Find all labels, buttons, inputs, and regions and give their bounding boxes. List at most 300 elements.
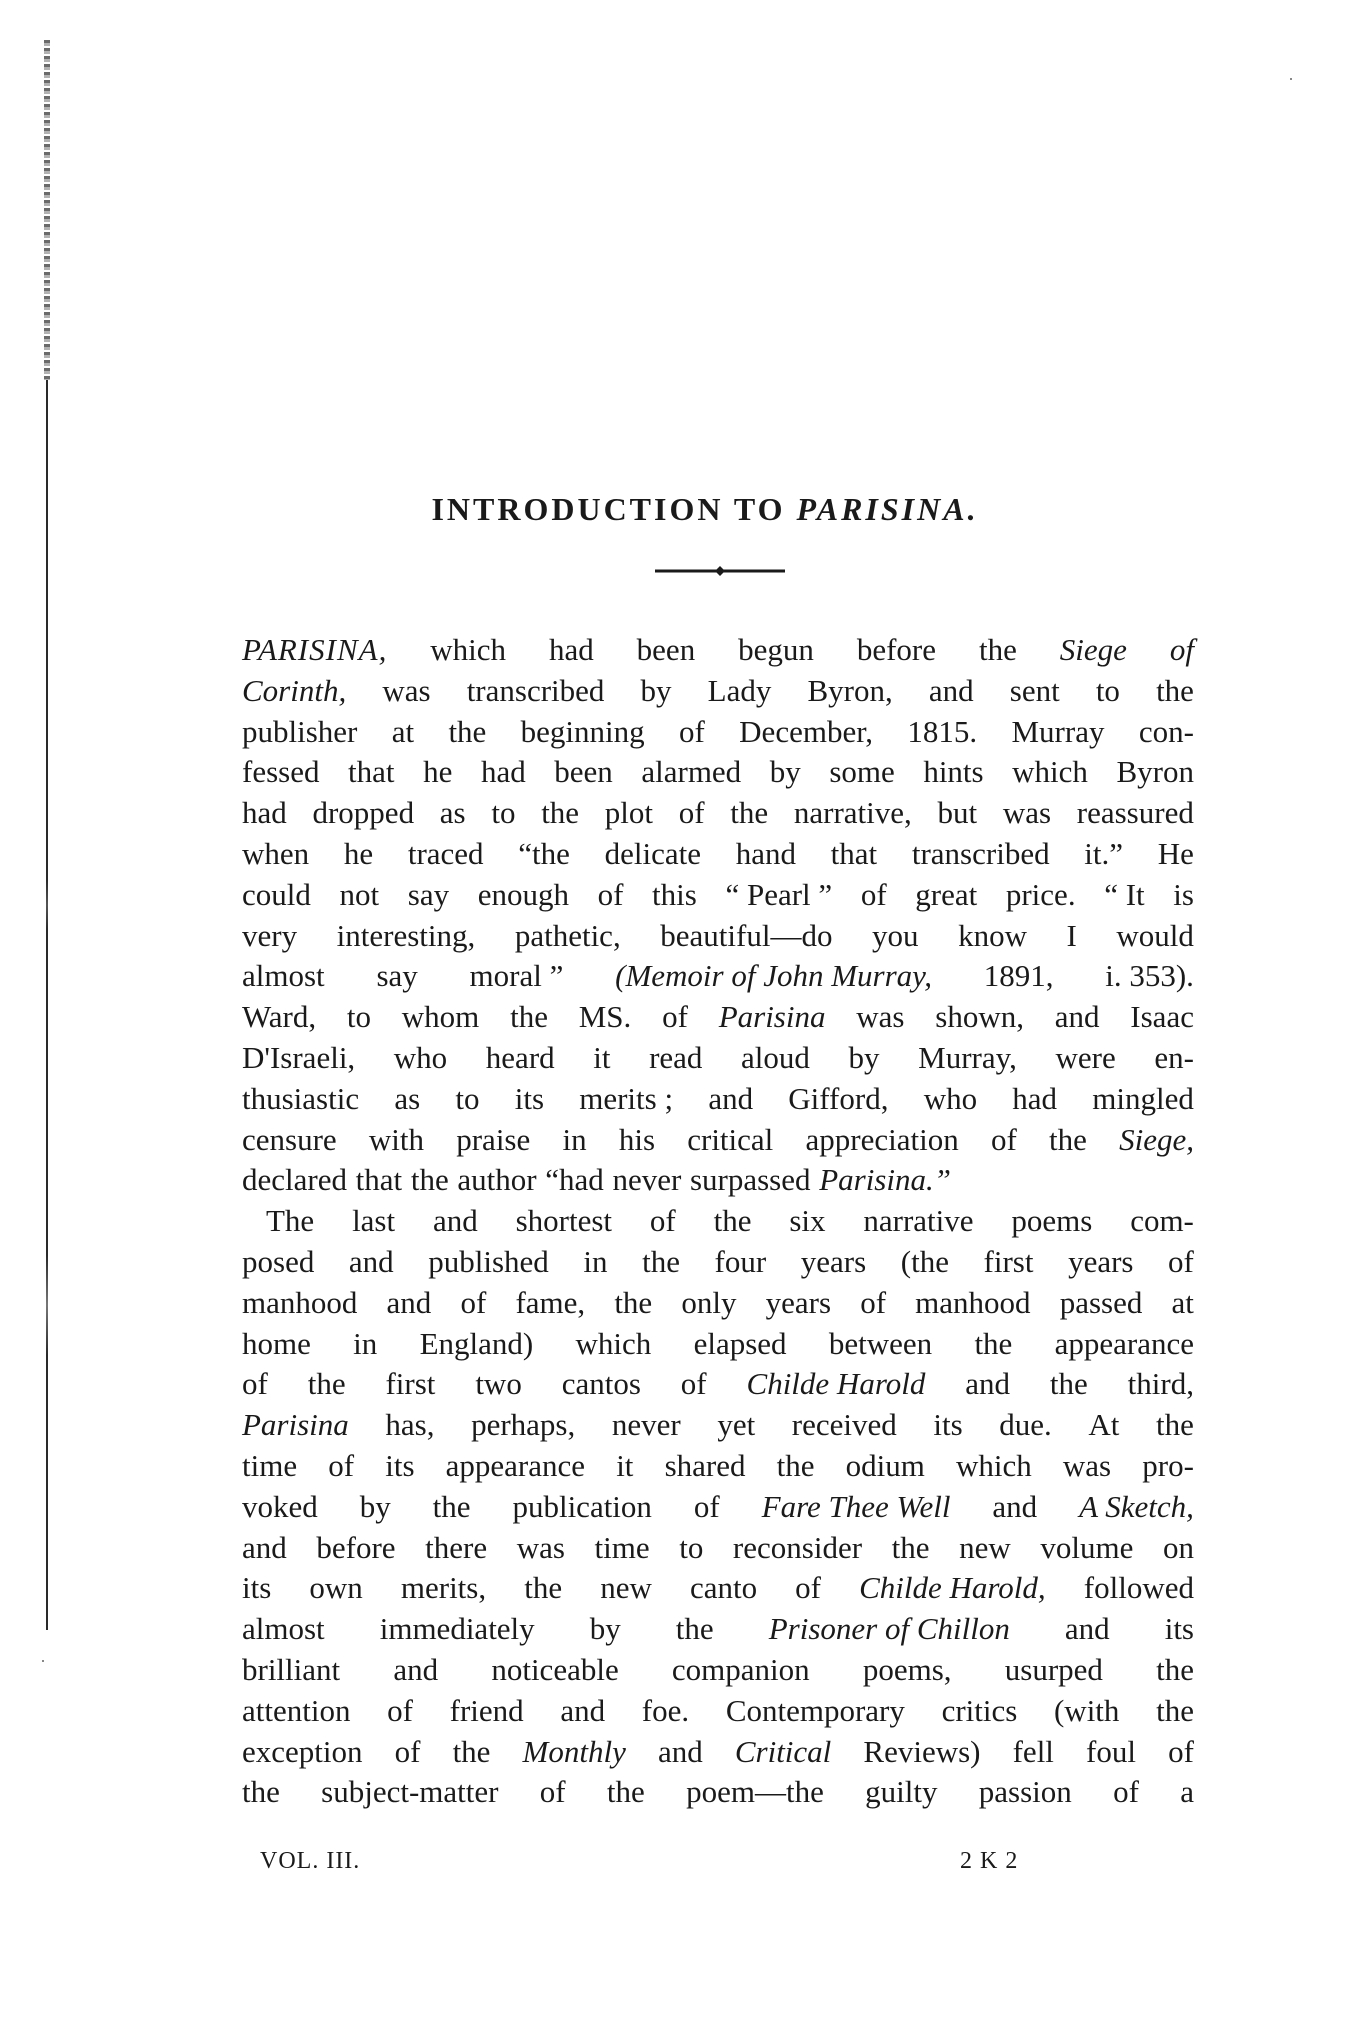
word: dropped (312, 795, 415, 831)
text-line (242, 1364, 1194, 1405)
word: never (611, 1407, 681, 1443)
word: He (1157, 835, 1194, 871)
word: had (242, 795, 287, 831)
word: followed (1083, 1570, 1194, 1606)
word: he (343, 835, 374, 871)
word: on (1162, 1529, 1194, 1565)
word: and (432, 1203, 478, 1239)
word: in (583, 1243, 608, 1279)
word: beginning (520, 713, 645, 749)
word: in (353, 1325, 378, 1361)
word: the (452, 1733, 491, 1769)
word: elapsed (693, 1325, 787, 1361)
word: of (1169, 632, 1194, 667)
word: which (1012, 754, 1088, 790)
word: by (640, 672, 672, 708)
word: was (1062, 1447, 1112, 1483)
word: Fare Thee Well (761, 1488, 951, 1524)
word: third, (1127, 1366, 1194, 1402)
word: time (242, 1447, 298, 1483)
word: it (616, 1447, 634, 1483)
word: and (560, 1692, 606, 1728)
text-line (242, 1079, 1194, 1120)
word: been (636, 632, 696, 667)
word: that (348, 754, 395, 790)
word: thusiastic (242, 1080, 360, 1116)
word: passed (1059, 1284, 1143, 1320)
text-line (242, 712, 1194, 753)
word: and (992, 1488, 1038, 1524)
word: the (1156, 1692, 1194, 1728)
word: before (856, 632, 937, 667)
word: Byron (1116, 754, 1194, 790)
word: new (600, 1570, 652, 1606)
word: but (937, 795, 978, 831)
word: of (597, 876, 624, 912)
word: fessed (242, 754, 320, 790)
word: Ward, (242, 999, 317, 1035)
word: the (242, 1774, 280, 1810)
word: 1815. (907, 713, 978, 749)
word: of (990, 1121, 1017, 1157)
word: the (1156, 1407, 1194, 1443)
word: yet (717, 1407, 756, 1443)
word: this (652, 876, 697, 912)
word: of (1113, 1774, 1139, 1810)
word: years (1068, 1243, 1134, 1279)
word: its (933, 1407, 963, 1443)
word: and (965, 1366, 1010, 1402)
word: its (242, 1570, 272, 1606)
text-line (242, 875, 1194, 916)
word: never (612, 1162, 682, 1198)
word: not (339, 876, 380, 912)
scan-speck (42, 1660, 44, 1662)
word: years (765, 1284, 832, 1320)
text-line (242, 1038, 1194, 1079)
text-line (242, 834, 1194, 875)
text-line (242, 1446, 1194, 1487)
word: has, (385, 1407, 435, 1443)
word: of (795, 1570, 821, 1606)
word: its (514, 1080, 545, 1116)
word: its (1164, 1611, 1194, 1647)
word: sent (1009, 672, 1060, 708)
word: when (242, 835, 310, 871)
text-line (242, 1160, 1194, 1201)
word: which (575, 1325, 652, 1361)
word: traced (407, 835, 484, 871)
word: by (769, 754, 801, 790)
word: the (307, 1366, 346, 1402)
word: 1891, (983, 958, 1054, 994)
text-line (242, 1324, 1194, 1365)
word: was (382, 672, 431, 708)
word: whom (401, 999, 480, 1035)
word: the (524, 1570, 563, 1606)
word: the (1156, 672, 1194, 708)
word: MS. (578, 999, 632, 1035)
word: there (425, 1529, 488, 1565)
word: fell (1012, 1733, 1054, 1769)
word: had (548, 632, 594, 667)
word: was (516, 1529, 565, 1565)
word: moral ” (469, 958, 564, 994)
word: of (460, 1284, 487, 1320)
word: of (693, 1488, 720, 1524)
word: to (455, 1080, 480, 1116)
body-text (242, 630, 1194, 1813)
word: of (649, 1203, 676, 1239)
word: Siege, (1119, 1121, 1194, 1157)
word: Contemporary (725, 1692, 905, 1728)
word: between (828, 1325, 933, 1361)
word: by (848, 1039, 880, 1075)
word: pro- (1142, 1447, 1194, 1483)
footer-volume: VOL. III. (260, 1848, 361, 1874)
text-line (242, 671, 1194, 712)
word: great (915, 876, 978, 912)
word: A Sketch, (1079, 1488, 1194, 1524)
word: mingled (1092, 1080, 1194, 1116)
word: the (448, 713, 487, 749)
word: merits ; (579, 1080, 674, 1116)
word: been (554, 754, 613, 790)
word: due. (999, 1407, 1052, 1443)
word: it (593, 1039, 611, 1075)
page-gutter-line (46, 380, 48, 1630)
word: narrative (863, 1203, 974, 1239)
word: voked (242, 1488, 318, 1524)
word: exception (242, 1733, 363, 1769)
word: of (860, 1284, 887, 1320)
word: appearance (1054, 1325, 1194, 1361)
word: transcribed (911, 835, 1050, 871)
word: very (242, 917, 298, 953)
word: December, (739, 713, 874, 749)
word: Murray (1011, 713, 1105, 749)
word: years (800, 1243, 867, 1279)
word: six (789, 1203, 826, 1239)
word: the (410, 1162, 449, 1198)
text-line (242, 916, 1194, 957)
word: fame, (515, 1284, 586, 1320)
word: the (974, 1325, 1013, 1361)
text-line (242, 1691, 1194, 1732)
word: the (510, 999, 548, 1035)
word: and (1064, 1611, 1110, 1647)
text-line (242, 1650, 1194, 1691)
word: com- (1130, 1203, 1194, 1239)
text-line (242, 1528, 1194, 1569)
word: you (872, 917, 919, 953)
word: I (1066, 917, 1077, 953)
word: merits, (400, 1570, 487, 1606)
word: Childe Harold, (859, 1570, 1046, 1606)
word: was (856, 999, 905, 1035)
word: pathetic, (514, 917, 621, 953)
word: almost (242, 1611, 325, 1647)
word: The (266, 1203, 315, 1239)
word: aloud (741, 1039, 810, 1075)
word: as (394, 1080, 421, 1116)
word: publisher (242, 713, 358, 749)
title-prefix: INTRODUCTION TO (431, 491, 786, 528)
word: the (642, 1243, 680, 1279)
word: to (491, 795, 516, 831)
word: the (541, 795, 580, 831)
word: beautiful—do (660, 917, 833, 953)
word: heard (485, 1039, 555, 1075)
word: read (649, 1039, 703, 1075)
word: and (657, 1733, 703, 1769)
word: some (829, 754, 895, 790)
word: Parisina.” (819, 1162, 951, 1198)
text-line (242, 1568, 1194, 1609)
word: Parisina (718, 999, 826, 1035)
word: critical (687, 1121, 774, 1157)
word: know (958, 917, 1027, 953)
word: hints (923, 754, 984, 790)
page-title (0, 491, 1370, 528)
word: (with (1053, 1692, 1120, 1728)
word: praise (456, 1121, 531, 1157)
word: and (393, 1651, 439, 1687)
word: which (430, 632, 507, 667)
word: of (328, 1447, 355, 1483)
word: a (1180, 1774, 1194, 1810)
word: the (1048, 1121, 1087, 1157)
word: Isaac (1130, 999, 1194, 1035)
word: manhood (915, 1284, 1031, 1320)
word: shown, (935, 999, 1024, 1035)
word: poems, (862, 1651, 952, 1687)
word: it.” (1084, 835, 1124, 871)
word: At (1088, 1407, 1120, 1443)
word: Monthly (522, 1733, 626, 1769)
text-line (242, 793, 1194, 834)
word: author (457, 1162, 537, 1198)
word: D'Israeli, (242, 1039, 356, 1075)
word: Critical (734, 1733, 832, 1769)
word: England) (419, 1325, 534, 1361)
word: to (1095, 672, 1120, 708)
word: (the (900, 1243, 949, 1279)
word: and (928, 672, 974, 708)
word: foe. (641, 1692, 690, 1728)
word: publication (512, 1488, 652, 1524)
word: hand (735, 835, 796, 871)
word: attention (242, 1692, 351, 1728)
text-line (242, 1609, 1194, 1650)
word: first (983, 1243, 1034, 1279)
word: foul (1086, 1733, 1136, 1769)
word: received (791, 1407, 897, 1443)
word: cantos (561, 1366, 641, 1402)
footer-signature: 2 K 2 (960, 1848, 1019, 1874)
word: the (978, 632, 1017, 667)
word: only (681, 1284, 737, 1320)
word: Prisoner of Chillon (768, 1611, 1010, 1647)
word: perhaps, (471, 1407, 576, 1443)
word: of (680, 1366, 707, 1402)
word: of (1168, 1243, 1194, 1279)
word: the (614, 1284, 653, 1320)
word: had (480, 754, 526, 790)
word: the (891, 1529, 930, 1565)
word: “ It (1104, 876, 1145, 912)
word: reconsider (732, 1529, 863, 1565)
word: who (393, 1039, 448, 1075)
word: he (423, 754, 453, 790)
word: i. 353). (1105, 958, 1194, 994)
word: “the (518, 835, 570, 871)
word: had (1012, 1080, 1058, 1116)
word: delicate (604, 835, 701, 871)
word: of (678, 795, 705, 831)
word: and (348, 1243, 394, 1279)
word: that (830, 835, 878, 871)
word: reassured (1076, 795, 1194, 831)
word: begun (738, 632, 814, 667)
word: manhood (242, 1284, 358, 1320)
word: by (359, 1488, 391, 1524)
word: his (618, 1121, 656, 1157)
word: odium (845, 1447, 925, 1483)
page-binding-edge (44, 40, 50, 380)
word: of (539, 1774, 566, 1810)
word: noticeable (491, 1651, 619, 1687)
word: and (1054, 999, 1100, 1035)
word: the (432, 1488, 471, 1524)
word: shared (664, 1447, 746, 1483)
word: friend (449, 1692, 524, 1728)
word: volume (1040, 1529, 1134, 1565)
word: transcribed (466, 672, 605, 708)
word: the (730, 795, 769, 831)
word: enough (477, 876, 569, 912)
word: as (439, 795, 466, 831)
text-line (242, 752, 1194, 793)
word: censure (242, 1121, 337, 1157)
word: of (394, 1733, 421, 1769)
word: of (860, 876, 887, 912)
word: own (309, 1570, 363, 1606)
word: new (959, 1529, 1011, 1565)
word: say (407, 876, 450, 912)
word: the (606, 1774, 645, 1810)
word: and (242, 1529, 287, 1565)
title-work-name: PARISINA. (796, 491, 979, 528)
word: con- (1138, 713, 1194, 749)
word: almost (242, 958, 325, 994)
word: and (708, 1080, 754, 1116)
word: canto (689, 1570, 758, 1606)
word: declared (242, 1162, 347, 1198)
word: critics (941, 1692, 1018, 1728)
word: four (714, 1243, 767, 1279)
word: en- (1154, 1039, 1194, 1075)
word: two (475, 1366, 522, 1402)
word: Corinth, (242, 672, 347, 708)
word: of (242, 1366, 268, 1402)
title-ornament-divider (655, 565, 785, 577)
word: (Memoir of John Murray, (615, 958, 932, 994)
word: of (662, 999, 688, 1035)
word: appearance (445, 1447, 586, 1483)
word: poems (1011, 1203, 1093, 1239)
word: shortest (515, 1203, 613, 1239)
word: of (679, 713, 705, 749)
word: last (352, 1203, 396, 1239)
word: the (776, 1447, 815, 1483)
word: who (923, 1080, 978, 1116)
word: Siege (1059, 632, 1127, 667)
word: immediately (379, 1611, 535, 1647)
text-line (242, 1201, 1194, 1242)
text-line (242, 1772, 1194, 1813)
word: at (1171, 1284, 1194, 1320)
word: in (562, 1121, 587, 1157)
word: the (1156, 1651, 1194, 1687)
word: Gifford, (788, 1080, 889, 1116)
word: before (316, 1529, 396, 1565)
word: and (386, 1284, 432, 1320)
word: the (1049, 1366, 1088, 1402)
word: the (713, 1203, 752, 1239)
word: with (368, 1121, 425, 1157)
scan-speck (1290, 78, 1292, 80)
word: Reviews) (863, 1733, 981, 1769)
word: Murray, (918, 1039, 1017, 1075)
word: subject-matter (321, 1774, 499, 1810)
text-line (242, 956, 1194, 997)
word: plot (604, 795, 654, 831)
word: narrative, (793, 795, 912, 831)
word: to (346, 999, 372, 1035)
word: by (589, 1611, 621, 1647)
word: time (594, 1529, 650, 1565)
text-line (242, 1283, 1194, 1324)
text-line (242, 1732, 1194, 1773)
word: price. (1005, 876, 1076, 912)
word: its (385, 1447, 415, 1483)
word: which (956, 1447, 1032, 1483)
word: Parisina (242, 1407, 349, 1443)
word: at (391, 713, 415, 749)
word: was (1002, 795, 1052, 831)
text-line (242, 1242, 1194, 1283)
word: published (428, 1243, 549, 1279)
word: “ Pearl ” (725, 876, 833, 912)
word: brilliant (242, 1651, 341, 1687)
word: of (1168, 1733, 1194, 1769)
text-line (242, 1405, 1194, 1446)
word: home (242, 1325, 311, 1361)
word: interesting, (336, 917, 476, 953)
word: say (376, 958, 418, 994)
text-line (242, 1487, 1194, 1528)
text-line (242, 630, 1194, 671)
word: is (1173, 876, 1194, 912)
word: Byron, (807, 672, 893, 708)
word: usurped (1004, 1651, 1103, 1687)
word: surpassed (689, 1162, 811, 1198)
word: that (355, 1162, 403, 1198)
word: passion (978, 1774, 1072, 1810)
word: alarmed (641, 754, 742, 790)
text-line (242, 997, 1194, 1038)
